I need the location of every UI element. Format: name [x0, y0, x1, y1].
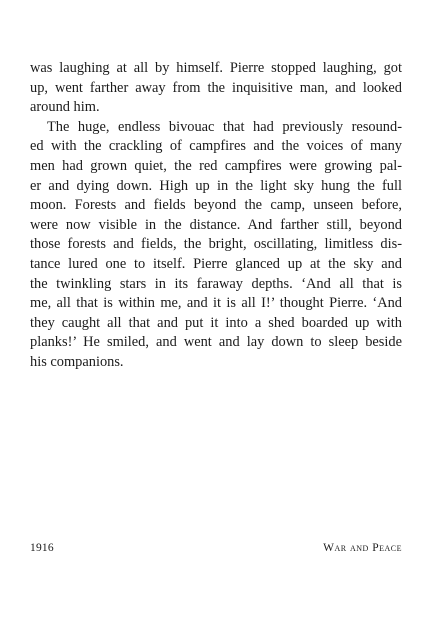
text-line: around him. [30, 99, 100, 116]
text-line: they caught all that and put it into a shed boarded up with [30, 314, 402, 331]
text-line: me, all that is within me, and it is all I!’ thought Pierre. ‘And [30, 295, 402, 312]
text-line: moon. Forests and fields beyond the camp, unseen before, [30, 197, 402, 214]
text-line: was laughing at all by himself. Pierre stopped laughing, got [30, 60, 402, 76]
text-line: the twinkling stars in its faraway depths. ‘And all that is [30, 275, 402, 292]
body-text [30, 59, 402, 373]
text-line: were now visible in the distance. And farther still, beyond [30, 216, 402, 233]
text-line: men had grown quiet, the red campfires were growing pal- [30, 157, 402, 174]
text-line: er and dying down. High up in the light sky hung the full [30, 177, 402, 194]
text-line: ed with the crackling of campfires and the voices of many [30, 138, 402, 155]
text-line: those forests and fields, the bright, oscillating, limitless dis- [30, 236, 402, 253]
page-number: 1916 [30, 542, 54, 554]
running-title: War and Peace [323, 542, 402, 554]
text-line: The huge, endless bivouac that had previously resound- [47, 118, 402, 135]
text-line: his companions. [30, 353, 124, 370]
text-line: tance lured one to itself. Pierre glanced up at the sky and [30, 255, 402, 272]
text-line: up, went farther away from the inquisitive man, and looked [30, 79, 402, 96]
text-line: planks!’ He smiled, and went and lay down to sleep beside [30, 334, 402, 351]
